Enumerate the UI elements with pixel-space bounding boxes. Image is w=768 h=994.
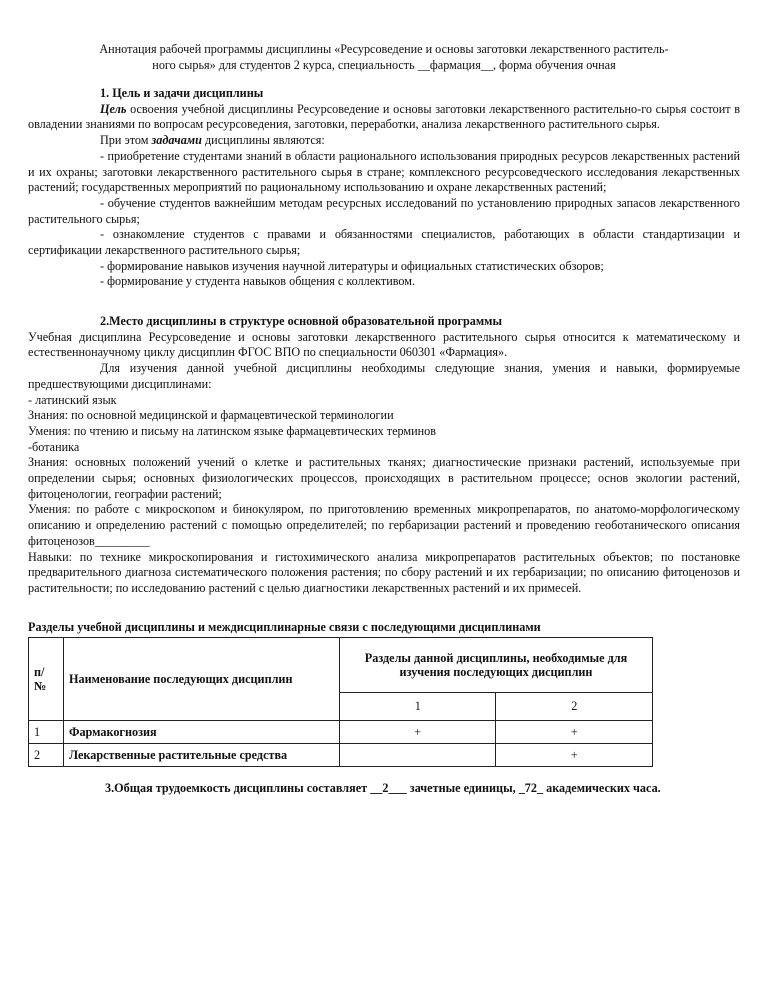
section-2 xyxy=(28,314,740,597)
credits-value: __2___ xyxy=(370,781,407,795)
title-line-2a: ного сырья» для студентов 2 курса, специальность xyxy=(152,57,418,72)
table-row xyxy=(29,744,653,767)
row-cell-1: + xyxy=(340,721,496,744)
row-cell-1 xyxy=(340,744,496,767)
goal-term: Цель xyxy=(100,101,127,116)
task-item: - обучение студентов важнейшим методам ресурсных исследований по установлению природных запасов лекарственного растительного сырья; xyxy=(28,195,740,226)
disciplines-table xyxy=(28,637,653,767)
goal-text: освоения учебной дисциплины Ресурсоведение и основы заготовки лекарственного растительно-го сырья состоит в овладении знаниями по вопросам ресурсоведения, заготовки, переработки, анализа лекарственного растительного сырья. xyxy=(28,101,740,132)
prereq-line: - латинский язык xyxy=(28,392,117,407)
workload-mid: зачетные единицы, xyxy=(406,781,519,795)
goal-paragraph xyxy=(28,102,740,133)
workload-suffix: академических часа. xyxy=(543,781,661,795)
row-num: 1 xyxy=(29,721,64,744)
section-1 xyxy=(28,86,740,290)
section-2-para-1: Учебная дисциплина Ресурсоведение и основы заготовки лекарственного растительного сырья относится к математическому и естественнонаучному циклу дисциплин ФГОС ВПО по специальности 060301 «Фармация». xyxy=(28,329,740,360)
prereq-line: Знания: основных положений учений о клетке и растительных тканях; диагностические признаки растений, используемые при определении сырья; основных физиологических процессов, происходящих в растительном процессе; основ экологии растений, фитоценологии, географии растений; xyxy=(28,455,740,501)
title-line-1: Аннотация рабочей программы дисциплины «Ресурсоведение и основы заготовки лекарственного раститель- xyxy=(99,42,669,56)
tasks-suffix: дисциплины являются: xyxy=(201,133,325,148)
row-cell-2: + xyxy=(496,721,653,744)
tasks-prefix: При этом xyxy=(100,133,152,148)
title-line-2 xyxy=(28,58,740,74)
section-1-heading: 1. Цель и задачи дисциплины xyxy=(100,86,264,100)
task-item: - ознакомление студентов с правами и обязанностями специалистов, работающих в области стандартизации и сертификации лекарственного растительного сырья; xyxy=(28,227,740,258)
tasks-intro xyxy=(28,133,740,149)
prereq-line: Умения: по работе с микроскопом и бинокуляром, по приготовлению временных микропрепаратов, по анатомо-морфологическому описанию и определению растений с помощью определителей; по гербаризации растений и проведению геоботанического описания фитоценозов_________ xyxy=(28,502,740,548)
section-2-para-2: Для изучения данной учебной дисциплины необходимы следующие знания, умения и навыки, формируемые предшествующими дисциплинами: xyxy=(28,361,740,391)
section-2-heading: 2.Место дисциплины в структуре основной образовательной программы xyxy=(100,314,502,328)
prereq-line: Навыки: по технике микроскопирования и гистохимического анализа микропрепаратов растительных объектов; по постановке предварительного диагноза систематического положения растения; по сбору растений и их гербаризации; по описанию фитоценозов и растительности; по исследованию растений с целью диагностики лекарственных растений и их примесей. xyxy=(28,549,740,595)
task-item: - формирование навыков изучения научной литературы и официальных статистических обзоров; xyxy=(100,258,604,273)
row-cell-2: + xyxy=(496,744,653,767)
document-title xyxy=(28,42,740,73)
tasks-term: задачами xyxy=(151,133,202,148)
task-item: - приобретение студентами знаний в области рационального использования природных ресурсов лекарственных растений и их охраны; заготовки лекарственного растительного сырья в стране; комплексного ресурсоведческого исследования лекарственных растений; государственных мероприятий по рациональному использованию и охране лекарственных растений; xyxy=(28,148,740,195)
row-num: 2 xyxy=(29,744,64,767)
row-name: Фармакогнозия xyxy=(64,721,340,744)
title-line-2b: , форма обучения очная xyxy=(493,57,616,72)
subheader-col-2: 2 xyxy=(496,693,653,721)
subheader-col-1: 1 xyxy=(340,693,496,721)
header-num: п/ № xyxy=(29,638,64,721)
prereq-line: -ботаника xyxy=(28,439,80,454)
header-sections: Разделы данной дисциплины, необходимые для изучения последующих дисциплин xyxy=(340,638,653,693)
task-item: - формирование у студента навыков общения с коллективом. xyxy=(100,274,416,289)
header-name: Наименование последующих дисциплин xyxy=(64,638,340,721)
prereq-line: Знания: по основной медицинской и фармацевтической терминологии xyxy=(28,408,394,423)
row-name: Лекарственные растительные средства xyxy=(64,744,340,767)
table-row xyxy=(29,721,653,744)
table-header-row xyxy=(29,638,653,693)
workload-prefix: 3.Общая трудоемкость дисциплины составляет xyxy=(105,781,371,795)
hours-value: _72_ xyxy=(518,781,544,795)
prereq-line: Умения: по чтению и письму на латинском языке фармацевтических терминов xyxy=(28,423,437,438)
table-caption: Разделы учебной дисциплины и междисциплинарные связи с последующими дисциплинами xyxy=(28,620,541,634)
section-3 xyxy=(105,781,745,797)
specialty-value: __фармация__ xyxy=(417,57,493,72)
